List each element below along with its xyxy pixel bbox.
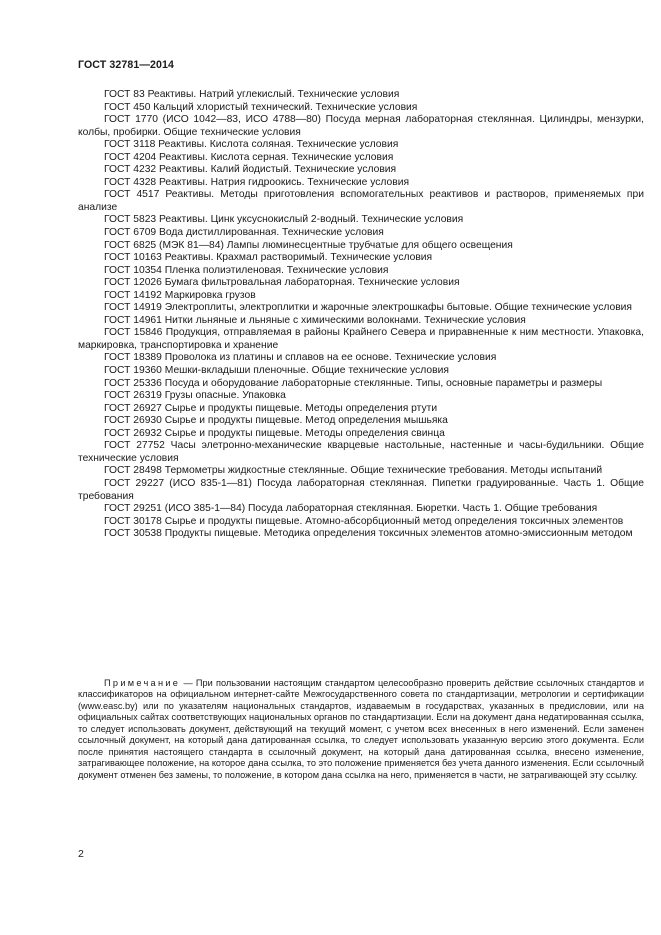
reference-item: ГОСТ 10163 Реактивы. Крахмал растворимый. Технические условия xyxy=(104,252,433,264)
reference-item: ГОСТ 83 Реактивы. Натрий углекислый. Технические условия xyxy=(104,89,400,100)
reference-item: ГОСТ 26927 Сырье и продукты пищевые. Методы определения ртути xyxy=(104,402,438,414)
reference-item: ГОСТ 5823 Реактивы. Цинк уксуснокислый 2-водный. Технические условия xyxy=(104,214,464,226)
reference-item: ГОСТ 29251 (ИСО 385-1—84) Посуда лабораторная стеклянная. Бюретки. Часть 1. Общие требования xyxy=(104,503,598,515)
reference-item: ГОСТ 10354 Пленка полиэтиленовая. Технические условия xyxy=(104,264,389,276)
reference-item: ГОСТ 30178 Сырье и продукты пищевые. Атомно-абсорбционный метод определения токсичных элементов xyxy=(104,515,624,527)
reference-item: ГОСТ 25336 Посуда и оборудование лабораторные стеклянные. Типы, основные параметры и размеры xyxy=(104,377,603,389)
reference-item: ГОСТ 28498 Термометры жидкостные стеклянные. Общие технические требования. Методы испытаний xyxy=(104,465,603,477)
reference-item: ГОСТ 4232 Реактивы. Калий йодистый. Технические условия xyxy=(104,164,397,176)
reference-item: ГОСТ 6825 (МЭК 81—84) Лампы люминесцентные трубчатые для общего освещения xyxy=(104,239,513,251)
normative-references-list xyxy=(78,89,644,541)
reference-item: ГОСТ 450 Кальций хлористый технический. Технические условия xyxy=(104,101,418,113)
reference-item: ГОСТ 4328 Реактивы. Натрия гидроокись. Технические условия xyxy=(104,176,410,188)
reference-item: ГОСТ 3118 Реактивы. Кислота соляная. Технические условия xyxy=(104,139,399,151)
reference-item: ГОСТ 26319 Грузы опасные. Упаковка xyxy=(104,390,286,402)
reference-item: ГОСТ 6709 Вода дистиллированная. Технические условия xyxy=(104,227,384,239)
reference-item: ГОСТ 12026 Бумага фильтровальная лабораторная. Технические условия xyxy=(104,277,460,289)
reference-item: ГОСТ 26932 Сырье и продукты пищевые. Методы определения свинца xyxy=(104,427,445,439)
reference-item: ГОСТ 14961 Нитки льняные и льняные с химическими волокнами. Технические условия xyxy=(104,314,526,326)
reference-item: ГОСТ 19360 Мешки-вкладыши пленочные. Общие технические условия xyxy=(104,365,449,377)
document-header: ГОСТ 32781—2014 xyxy=(78,59,175,71)
reference-item: ГОСТ 29227 (ИСО 835-1—81) Посуда лабораторная стеклянная. Пипетки градуированные. Часть 1. Общие требования xyxy=(78,477,644,502)
reference-item: ГОСТ 18389 Проволока из платины и сплавов на ее основе. Технические условия xyxy=(104,352,497,364)
reference-item: ГОСТ 4517 Реактивы. Методы приготовления вспомогательных реактивов и растворов, применяемых при анализе xyxy=(78,189,644,213)
reference-item: ГОСТ 4204 Реактивы. Кислота серная. Технические условия xyxy=(104,151,394,163)
reference-item: ГОСТ 14192 Маркировка грузов xyxy=(104,289,256,301)
note-paragraph xyxy=(78,678,644,781)
note-label: Примечание xyxy=(104,678,181,688)
page-number: 2 xyxy=(78,848,84,860)
reference-item: ГОСТ 14919 Электроплиты, электроплитки и жарочные электрошкафы бытовые. Общие технические условия xyxy=(104,302,632,314)
note-text: — При пользовании настоящим стандартом целесообразно проверить действие ссылочных стандартов и классификаторов на официальном интернет-сайте Межгосударственного совета по стандартизации, метрологии и сертификации (www.easc.by) или по указателям национальных стандартов, издаваемым в государствах, указанных в предисловии, или на официальных сайтах соответствующих национальных органов по стандартизации. Если на документ дана недатированная ссылка, то следует использовать документ, действующий на текущий момент, с учетом всех внесенных в него изменений. Если заменен ссылочный документ, на который дана датированная ссылка, то следует использовать указанную версию этого документа. Если после принятия настоящего стандарта в ссылочный документ, на который дана датированная ссылка, внесено изменение, затрагивающее положение, на которое дана ссылка, то это положение применяется без учета данного изменения. Если ссылочный документ отменен без замены, то положение, в котором дана ссылка на него, применяется в части, не затрагивающей эту ссылку. xyxy=(78,678,644,780)
reference-item: ГОСТ 1770 (ИСО 1042—83, ИСО 4788—80) Посуда мерная лабораторная стеклянная. Цилиндры, мензурки, колбы, пробирки. Общие технические условия xyxy=(78,114,644,138)
reference-item: ГОСТ 15846 Продукция, отправляемая в районы Крайнего Севера и приравненные к ним местности. Упаковка, маркировка, транспортировка и хранение xyxy=(78,327,644,351)
reference-item: ГОСТ 27752 Часы элетронно-механические кварцевые настольные, настенные и часы-будильники. Общие технические условия xyxy=(78,440,644,464)
reference-item: ГОСТ 26930 Сырье и продукты пищевые. Метод определения мышьяка xyxy=(104,415,448,427)
reference-item: ГОСТ 30538 Продукты пищевые. Методика определения токсичных элементов атомно-эмиссионным методом xyxy=(104,528,633,540)
